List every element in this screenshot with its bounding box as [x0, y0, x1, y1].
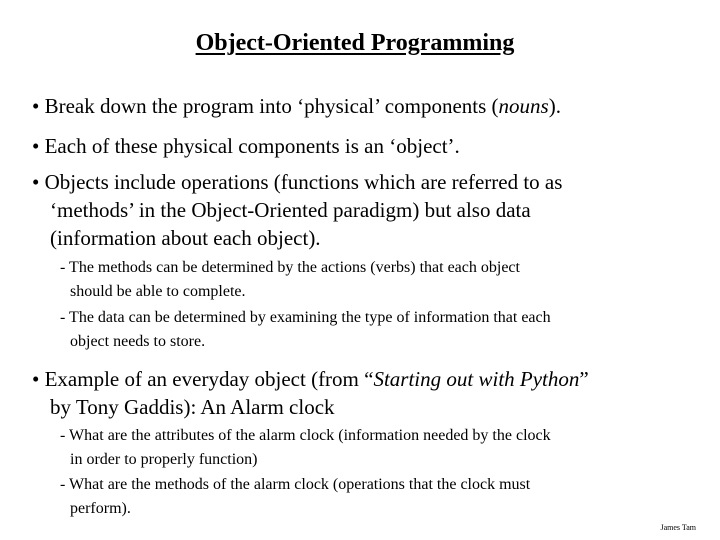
bullet-4: [32, 365, 589, 421]
italic-term: Starting out with Python: [373, 367, 580, 391]
bullet-2-line-1: • Each of these physical components is an ‘object’.: [32, 134, 460, 158]
italic-term: nouns: [498, 94, 549, 118]
bullet-4-line-2: by Tony Gaddis): An Alarm clock: [50, 395, 335, 419]
bullet-3-sub-2: [60, 306, 551, 354]
sub-line: should be able to complete.: [70, 283, 246, 300]
text-part: • Break down the program into ‘physical’ components (: [32, 94, 499, 118]
slide-title: Object-Oriented Programming: [195, 30, 515, 56]
sub-line: - The methods can be determined by the actions (verbs) that each object: [60, 259, 520, 276]
bullet-3-line-3: (information about each object).: [50, 226, 321, 250]
sub-line: - The data can be determined by examining the type of information that each: [60, 309, 551, 326]
bullet-4-sub-1: [60, 424, 551, 472]
footer-author: James Tam: [660, 523, 696, 532]
bullet-2: [32, 132, 460, 160]
bullet-3-line-2: ‘methods’ in the Object-Oriented paradigm) but also data: [50, 198, 531, 222]
sub-line: - What are the methods of the alarm clock (operations that the clock must: [60, 476, 531, 493]
sub-line: in order to properly function): [70, 451, 258, 468]
bullet-3-line-1: • Objects include operations (functions which are referred to as: [32, 170, 563, 194]
sub-line: object needs to store.: [70, 333, 206, 350]
bullet-1-line-1: [32, 92, 561, 120]
text-part: ).: [548, 94, 561, 118]
sub-line: - What are the attributes of the alarm clock (information needed by the clock: [60, 427, 551, 444]
sub-line: perform).: [70, 500, 131, 517]
bullet-1: [32, 92, 561, 120]
bullet-3-sub-1: [60, 256, 520, 304]
bullet-4-line-1: [32, 365, 589, 393]
bullet-3: [32, 168, 562, 252]
bullet-4-sub-2: [60, 473, 530, 521]
text-part: • Example of an everyday object (from “: [32, 367, 374, 391]
text-part: ”: [579, 367, 589, 391]
